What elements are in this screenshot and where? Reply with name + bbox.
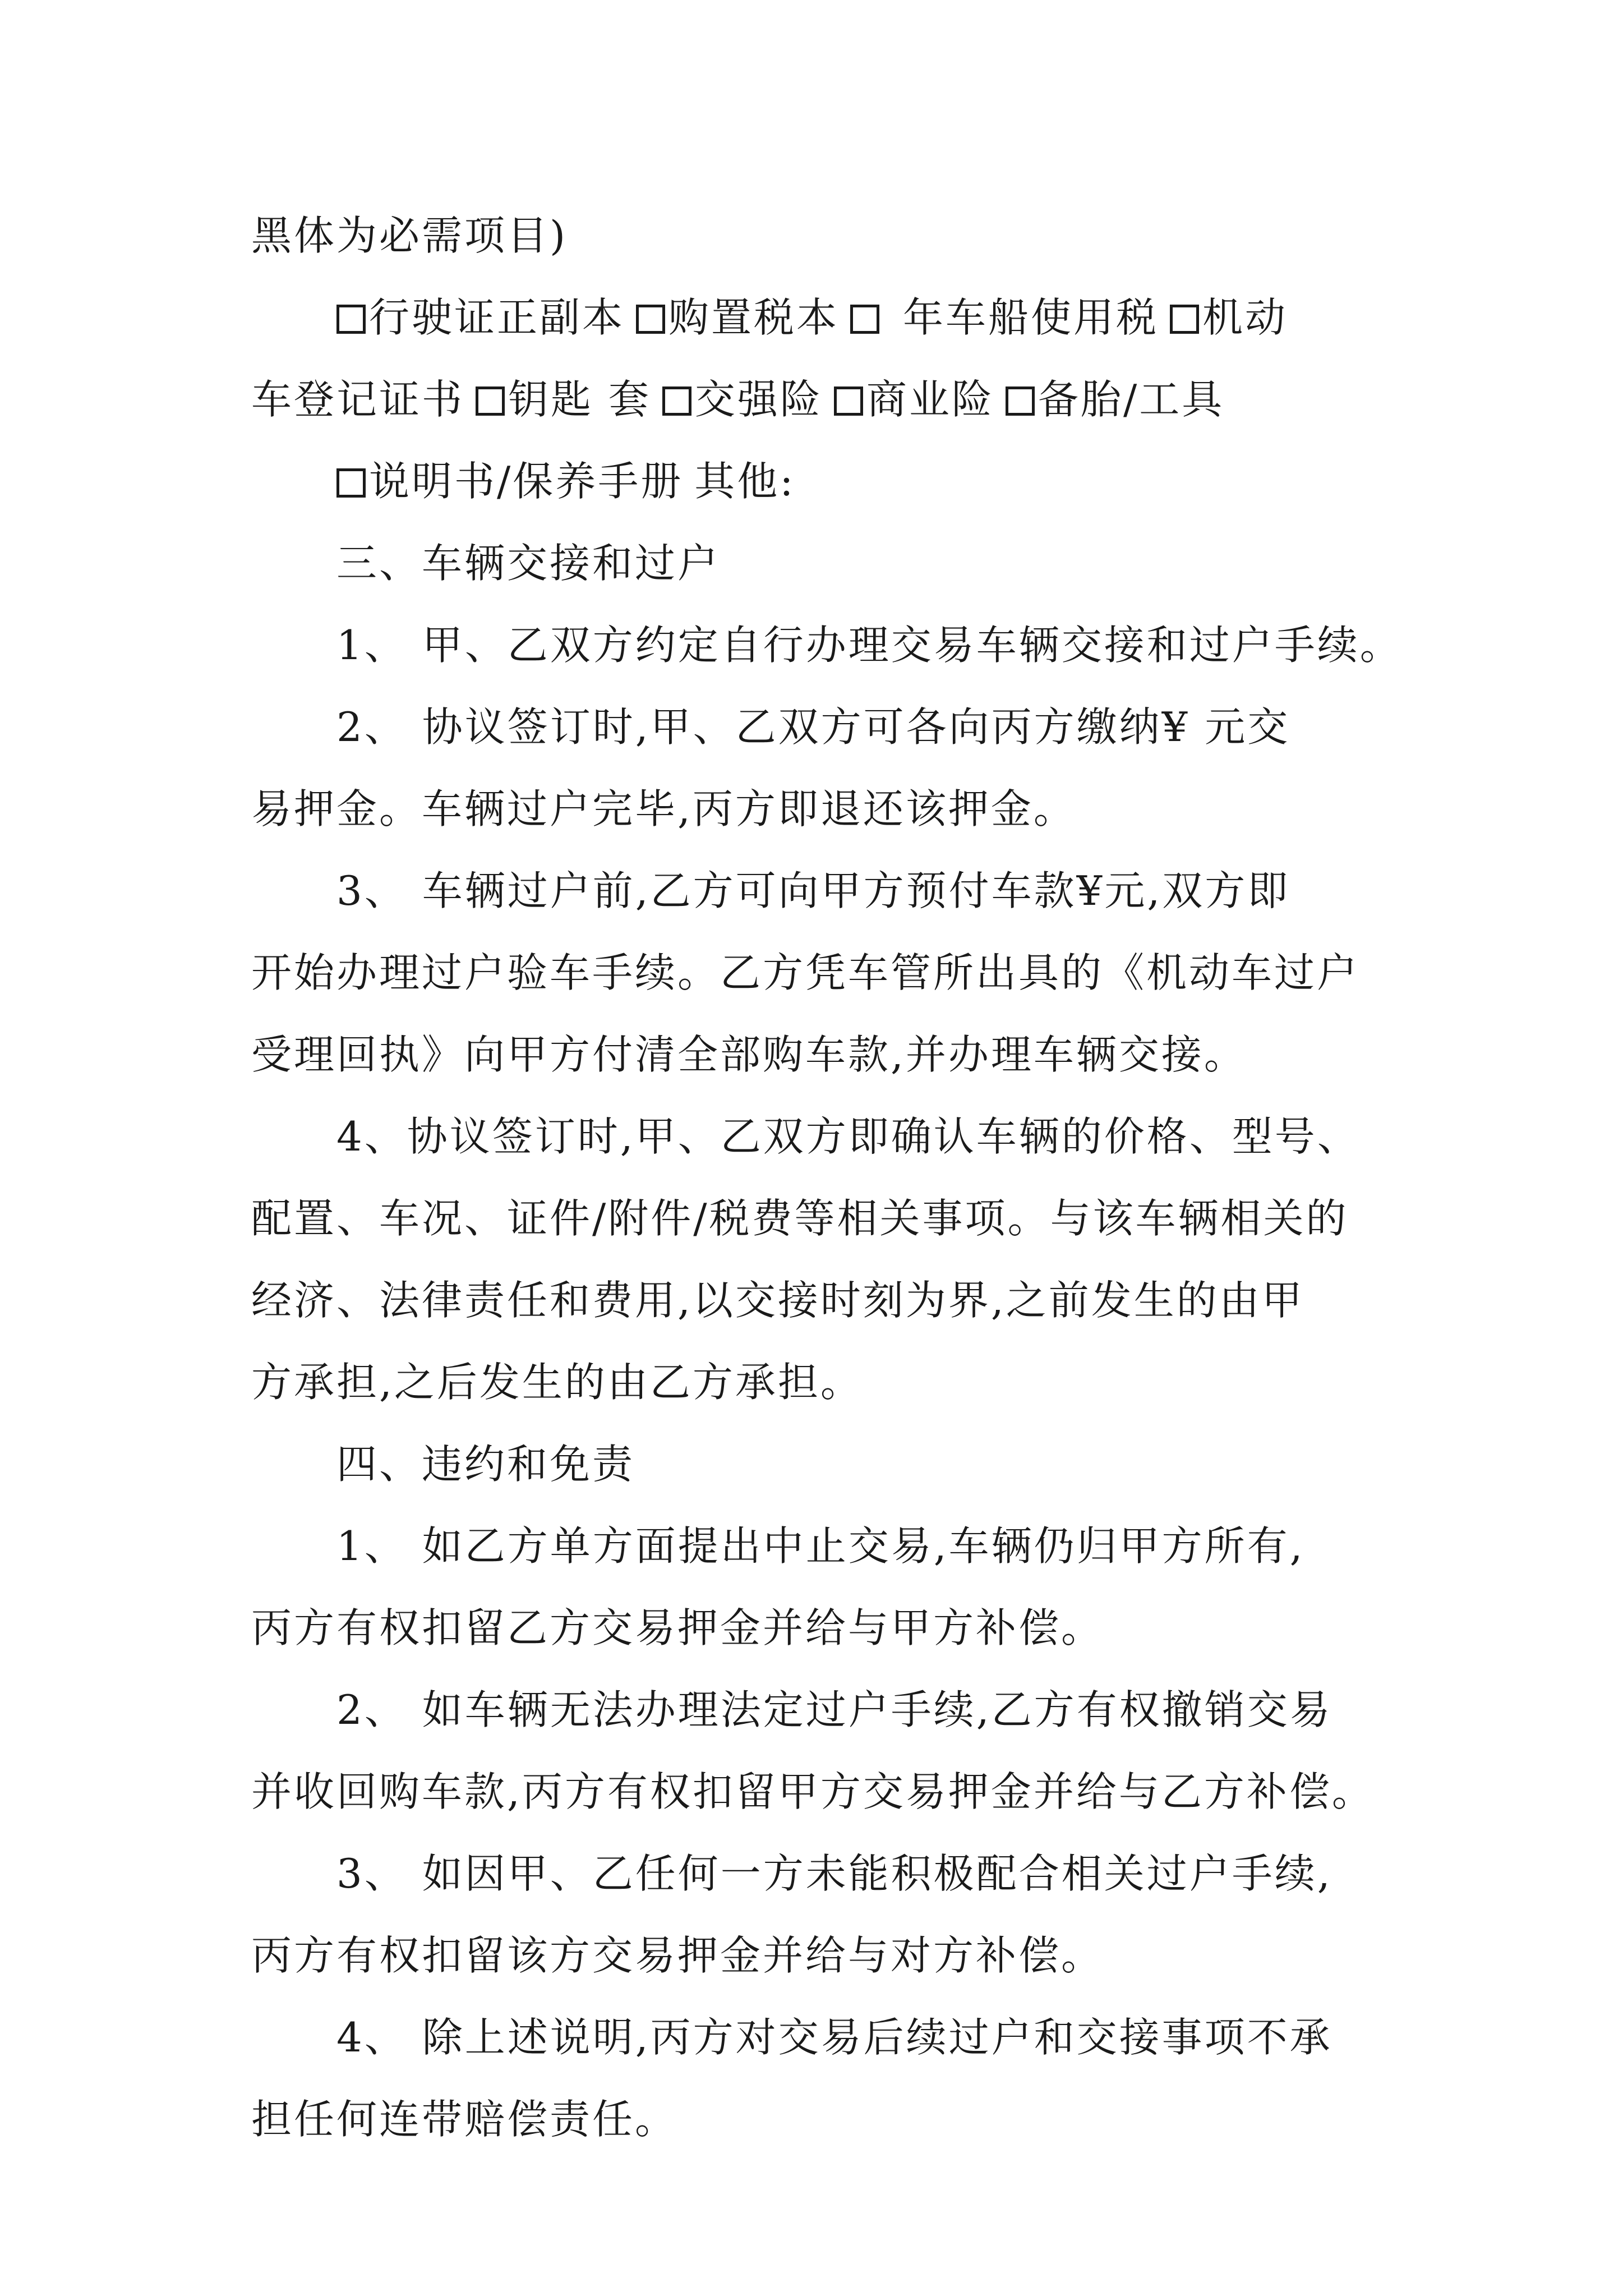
paragraph-line: 4、 除上述说明,丙方对交易后续过户和交接事项不承	[336, 2014, 1332, 2061]
paragraph-line: 并收回购车款,丙方有权扣留甲方交易押金并给与乙方补偿。	[251, 1768, 1375, 1815]
paragraph-line: 方承担,之后发生的由乙方承担。	[251, 1359, 863, 1406]
checkbox-yaoshi[interactable]	[476, 386, 505, 416]
paragraph-line: 3、 如因甲、乙任何一方未能积极配合相关过户手续,	[336, 1850, 1332, 1897]
paragraph-line: 配置、车况、证件/附件/税费等相关事项。与该车辆相关的	[251, 1195, 1349, 1242]
checkbox-label: 车登记证书	[251, 376, 465, 423]
paragraph-line: 黑体为必需项目)	[251, 212, 568, 259]
attachments-row-2	[251, 370, 1384, 429]
attachments-row-1	[251, 288, 1384, 347]
checkbox-label: 备胎/工具	[1038, 376, 1225, 423]
checkbox-gouzhishui[interactable]	[636, 305, 665, 334]
attachments-row-3	[251, 452, 1384, 510]
checkbox-label: 机动	[1202, 294, 1288, 341]
paragraph-line: 1、 甲、乙双方约定自行办理交易车辆交接和过户手续。	[336, 622, 1403, 669]
checkbox-jiaoqiang[interactable]	[662, 386, 691, 416]
section-heading: 三、车辆交接和过户	[336, 540, 721, 587]
paragraph-line: 经济、法律责任和费用,以交接时刻为界,之前发生的由甲	[251, 1277, 1304, 1324]
checkbox-dengjizhengshu[interactable]	[1170, 305, 1199, 334]
paragraph-line: 2、 如车辆无法办理法定过户手续,乙方有权撤销交易	[336, 1686, 1332, 1733]
paragraph-line: 丙方有权扣留乙方交易押金并给与甲方补偿。	[251, 1604, 1104, 1651]
checkbox-shuomingshu[interactable]	[336, 468, 366, 498]
paragraph-line: 3、 车辆过户前,乙方可向甲方预付车款¥元,双方即	[336, 867, 1290, 914]
paragraph-line: 开始办理过户验车手续。乙方凭车管所出具的《机动车过户	[251, 949, 1360, 996]
checkbox-xingshizheng[interactable]	[336, 305, 366, 334]
checkbox-label: 商业险	[866, 376, 994, 423]
other-label: 其他:	[694, 458, 796, 505]
checkbox-label: 购置税本	[668, 294, 840, 341]
paragraph-line: 担任何连带赔偿责任。	[251, 2096, 678, 2143]
paragraph-line: 1、 如乙方单方面提出中止交易,车辆仍归甲方所有,	[336, 1522, 1305, 1570]
checkbox-label: 行驶证正副本	[369, 294, 625, 341]
section-heading: 四、违约和免责	[336, 1441, 635, 1488]
document-body	[251, 206, 1403, 2172]
paragraph-line: 2、 协议签订时,甲、乙双方可各向丙方缴纳¥ 元交	[336, 703, 1290, 751]
checkbox-chechuan[interactable]	[850, 305, 879, 334]
checkbox-shangye[interactable]	[834, 386, 863, 416]
checkbox-label: 年车船使用税	[903, 294, 1159, 341]
checkbox-label: 交强险	[694, 376, 823, 423]
checkbox-label: 说明书/保养手册	[369, 458, 684, 505]
paragraph-line: 受理回执》向甲方付清全部购车款,并办理车辆交接。	[251, 1031, 1247, 1078]
paragraph-line: 丙方有权扣留该方交易押金并给与对方补偿。	[251, 1932, 1104, 1979]
paragraph-line: 4、协议签订时,甲、乙双方即确认车辆的价格、型号、	[336, 1113, 1360, 1160]
checkbox-beitai[interactable]	[1006, 386, 1035, 416]
checkbox-label: 钥匙 套	[508, 376, 651, 423]
paragraph-line: 易押金。车辆过户完毕,丙方即退还该押金。	[251, 785, 1076, 832]
